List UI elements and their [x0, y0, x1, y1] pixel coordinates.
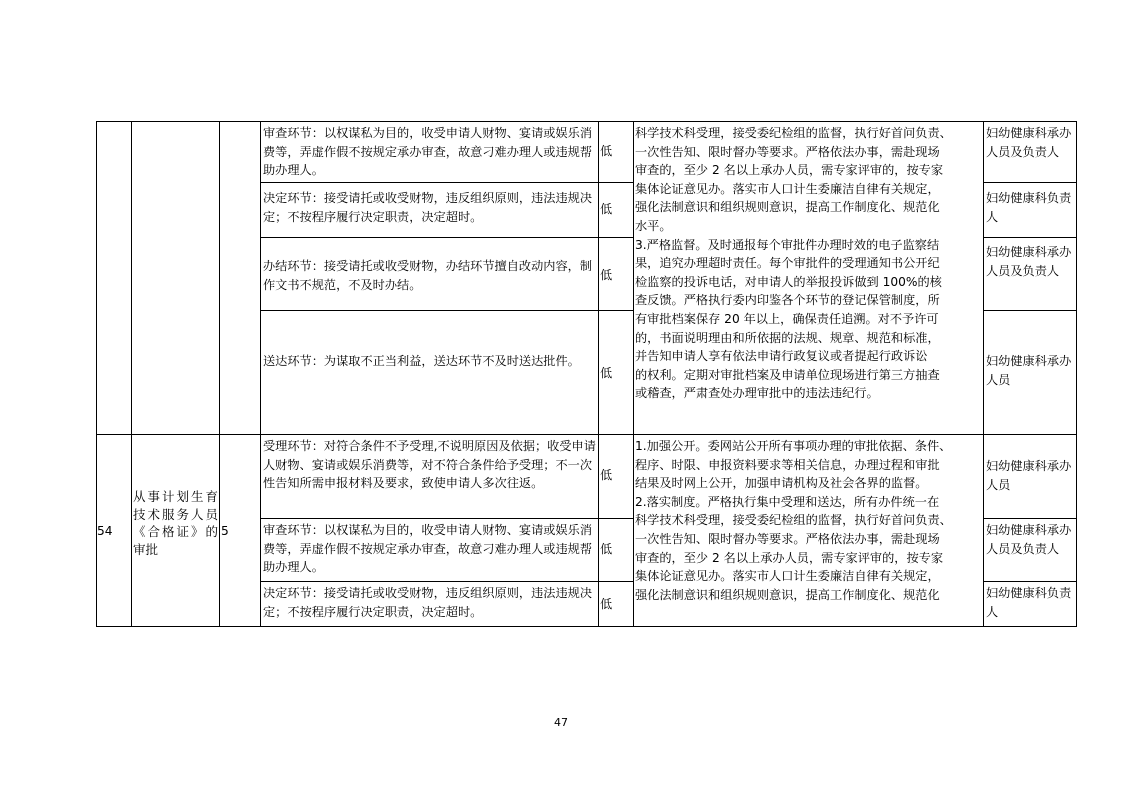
- step-divider: [260, 581, 634, 582]
- item-name: 从事计划生育技术服务人员《合格证》的审批: [133, 489, 218, 557]
- step-description: 办结环节：接受请托或收受财物，办结环节擅自改动内容，制作文书不规范，不及时办结。: [263, 259, 593, 292]
- responsible-dept: 妇幼健康科负责人: [986, 191, 1072, 224]
- step-divider: [983, 310, 1077, 311]
- responsible-dept: 妇幼健康科负责人: [986, 586, 1072, 619]
- risk-count: 5: [221, 524, 229, 538]
- measure-line: 的，书面说明理由和所依据的法规、规章、规范和标准，: [635, 330, 940, 345]
- risk-level: 低: [600, 202, 613, 216]
- responsible-dept: 妇幼健康科承办人员及负责人: [986, 245, 1072, 278]
- col-divider: [219, 121, 220, 627]
- col-divider: [983, 121, 984, 627]
- risk-level: 低: [600, 542, 613, 556]
- measure-line: 一次性告知、限时督办等要求。严格依法办事，需赴现场: [635, 144, 940, 159]
- measure-line: 2.落实制度。严格执行集中受理和送达，所有办件统一在: [635, 494, 940, 509]
- measure-line: 果，追究办理超时责任。每个审批件的受理通知书公开纪: [635, 256, 940, 271]
- measure-line: 强化法制意识和组织规则意识，提高工作制度化、规范化: [635, 587, 940, 602]
- measure-line: 审查的，至少 2 名以上承办人员，需专家评审的，按专家: [635, 163, 944, 178]
- measure-line: 强化法制意识和组织规则意识，提高工作制度化、规范化: [635, 200, 940, 215]
- step-divider: [983, 581, 1077, 582]
- control-measures: [635, 124, 982, 433]
- step-divider: [983, 237, 1077, 238]
- step-divider: [260, 237, 634, 238]
- step-divider: [260, 182, 634, 183]
- measure-line: 有审批档案保存 20 年以上，确保责任追溯。对不予许可: [635, 311, 939, 326]
- measure-line: 1.加强公开。委网站公开所有事项办理的审批依据、条件、: [635, 439, 952, 453]
- measure-line: 科学技术科受理，接受委纪检组的监督，执行好首问负责、: [635, 126, 952, 140]
- risk-level: 低: [600, 366, 613, 380]
- risk-level: 低: [600, 144, 613, 158]
- step-description: 送达环节：为谋取不正当利益，送达环节不及时送达批件。: [263, 354, 580, 368]
- row-number: 54: [97, 524, 113, 538]
- step-divider: [983, 182, 1077, 183]
- step-divider: [983, 518, 1077, 519]
- page-number: 47: [554, 716, 568, 729]
- measure-line: 的权利。定期对审批档案及申请单位现场进行第三方抽查: [635, 367, 940, 382]
- risk-level: 低: [600, 468, 613, 482]
- measure-line: 或稽查，严肃查处办理审批中的违法违纪行。: [635, 386, 879, 401]
- measure-line: 集体论证意见办。落实市人口计生委廉洁自律有关规定，: [635, 181, 940, 196]
- step-description: 审查环节：以权谋私为目的，收受申请人财物、宴请或娱乐消费等，弄虚作假不按规定承办审查，故意刁难办理人或违规帮助办理人。: [263, 126, 593, 178]
- measure-line: 集体论证意见办。落实市人口计生委廉洁自律有关规定，: [635, 569, 940, 584]
- measure-line: 科学技术科受理，接受委纪检组的监督，执行好首问负责、: [635, 513, 952, 528]
- measure-line: 一次性告知、限时督办等要求。严格依法办事，需赴现场: [635, 531, 940, 546]
- measure-line: 水平。: [635, 218, 672, 233]
- risk-level: 低: [600, 268, 613, 282]
- step-description: 受理环节：对符合条件不予受理,不说明原因及依据；收受申请人财物、宴请或娱乐消费等，对不符合条件给予受理；不一次性告知所需申报材料及要求，致使申请人多次往返。: [263, 439, 596, 491]
- col-divider: [633, 121, 634, 627]
- responsible-dept: 妇幼健康科承办人员及负责人: [986, 523, 1072, 556]
- row-divider: [96, 434, 1077, 435]
- measure-line: 3.严格监督。及时通报每个审批件办理时效的电子监察结: [635, 237, 940, 252]
- step-description: 决定环节：接受请托或收受财物，违反组织原则，违法违规决定；不按程序履行决定职责，决定超时。: [263, 586, 593, 619]
- step-description: 决定环节：接受请托或收受财物，违反组织原则，违法违规决定；不按程序履行决定职责，决定超时。: [263, 191, 593, 224]
- measure-line: 查反馈。严格执行委内印鉴各个环节的登记保管制度，所: [635, 293, 940, 308]
- measure-line: 并告知申请人享有依法申请行政复议或者提起行政诉讼: [635, 349, 928, 364]
- risk-level: 低: [600, 597, 613, 611]
- step-divider: [260, 518, 634, 519]
- measure-line: 结果及时网上公开，加强申请机构及社会各界的监督。: [635, 476, 928, 491]
- measure-line: 审查的，至少 2 名以上承办人员，需专家评审的，按专家: [635, 550, 944, 565]
- responsible-dept: 妇幼健康科承办人员: [986, 354, 1072, 387]
- control-measures: [635, 437, 982, 626]
- col-divider: [131, 121, 132, 627]
- step-divider: [260, 310, 634, 311]
- col-divider: [598, 121, 599, 627]
- measure-line: 程序、时限、申报资料要求等相关信息，办理过程和审批: [635, 457, 940, 472]
- responsible-dept: 妇幼健康科承办人员: [986, 459, 1072, 492]
- measure-line: 检监察的投诉电话，对申请人的举报投诉做到 100%的核: [635, 274, 942, 289]
- col-divider: [260, 121, 261, 627]
- responsible-dept: 妇幼健康科承办人员及负责人: [986, 126, 1072, 159]
- step-description: 审查环节：以权谋私为目的，收受申请人财物、宴请或娱乐消费等，弄虚作假不按规定承办审查，故意刁难办理人或违规帮助办理人。: [263, 523, 593, 575]
